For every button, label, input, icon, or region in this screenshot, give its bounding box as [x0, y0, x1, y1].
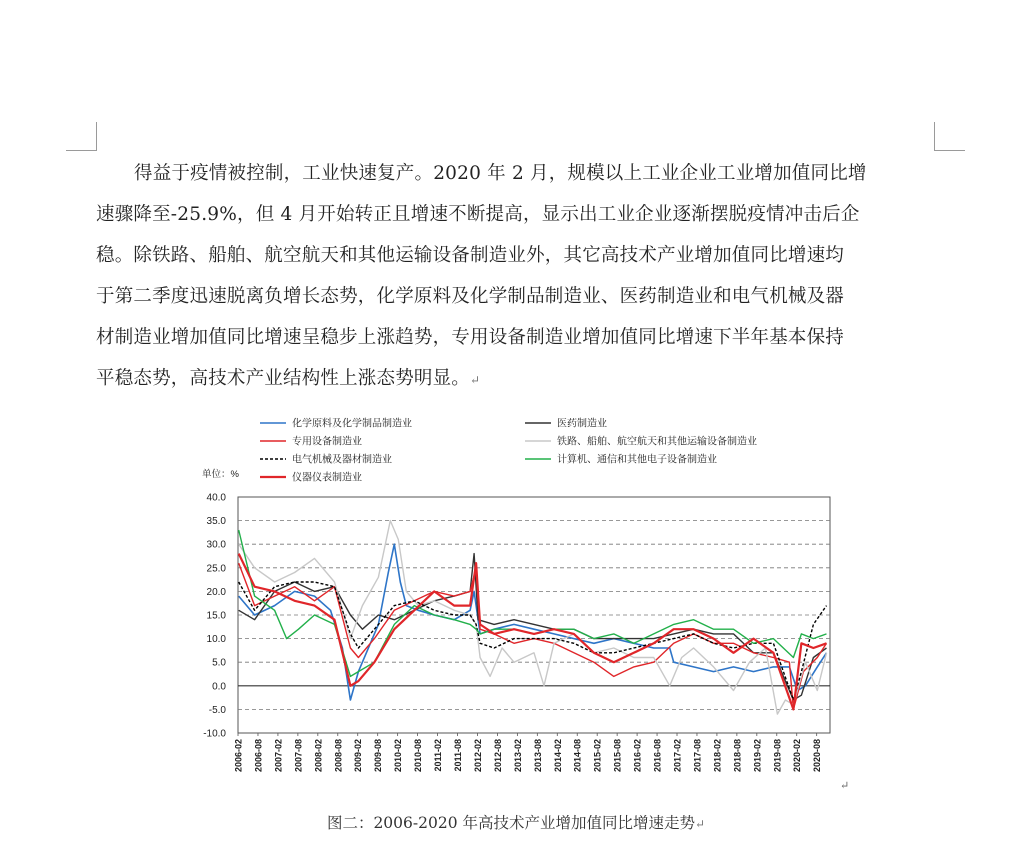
x-tick-label: 2016-08: [652, 739, 663, 773]
x-tick-label: 2008-02: [313, 739, 324, 773]
y-tick-label: 5.0: [212, 657, 226, 669]
y-tick-label: -5.0: [208, 704, 226, 716]
x-tick-label: 2015-02: [592, 739, 603, 773]
paragraph-last-text: 平稳态势，高技术产业结构性上涨态势明显。: [96, 368, 471, 389]
growth-line-chart: [190, 405, 840, 800]
page-corner-mark-right: [934, 122, 965, 151]
y-tick-label: -10.0: [203, 728, 226, 740]
x-tick-label: 2011-08: [453, 739, 464, 772]
chart-end-mark: ↵: [840, 779, 850, 792]
legend-label: 电气机械及器材制造业: [292, 454, 392, 466]
legend-label: 仪器仪表制造业: [292, 472, 362, 484]
x-tick-label: 2009-02: [353, 739, 364, 773]
x-tick-label: 2014-08: [572, 739, 583, 773]
x-tick-label: 2018-02: [712, 739, 723, 773]
paragraph-line: 材制造业增加值同比增速呈稳步上涨趋势，专用设备制造业增加值同比增速下半年基本保持: [96, 327, 845, 348]
figure-caption-text: 图二：2006-2020 年高技术产业增加值同比增速走势: [326, 814, 695, 832]
x-tick-label: 2006-02: [233, 739, 244, 773]
x-tick-label: 2007-08: [293, 739, 304, 773]
paragraph-end-mark: ↵: [470, 373, 481, 387]
y-tick-label: 30.0: [206, 539, 226, 551]
y-tick-label: 35.0: [206, 516, 226, 528]
x-tick-label: 2011-02: [433, 739, 444, 772]
paragraph-line: 得益于疫情被控制，工业快速复产。2020 年 2 月，规模以上工业企业工业增加值同比增: [134, 163, 867, 184]
y-tick-label: 25.0: [206, 563, 226, 575]
legend-label: 医药制造业: [557, 418, 607, 430]
paragraph-line: [96, 358, 941, 401]
paragraph-line: 于第二季度迅速脱离负增长态势，化学原料及化学制品制造业、医药制造业和电气机械及器: [96, 286, 845, 307]
x-tick-label: 2019-02: [752, 739, 763, 773]
figure-caption: [0, 811, 1032, 833]
legend-label: 铁路、船舶、航空航天和其他运输设备制造业: [557, 436, 757, 448]
x-tick-label: 2014-02: [552, 739, 563, 773]
caption-end-mark: ↵: [695, 817, 706, 831]
y-tick-label: 0.0: [212, 681, 226, 693]
x-tick-label: 2008-08: [333, 739, 344, 773]
legend-label: 化学原料及化学制品制造业: [292, 418, 412, 430]
unit-label: 单位：%: [202, 469, 239, 480]
y-tick-label: 15.0: [206, 610, 226, 622]
x-tick-label: 2012-08: [492, 739, 503, 773]
x-tick-label: 2013-08: [532, 739, 543, 773]
legend-label: 计算机、通信和其他电子设备制造业: [557, 454, 717, 466]
y-tick-label: 10.0: [206, 634, 226, 646]
x-tick-label: 2018-08: [732, 739, 743, 773]
x-tick-label: 2010-08: [413, 739, 424, 773]
paragraph-line: 稳。除铁路、船舶、航空航天和其他运输设备制造业外，其它高技术产业增加值同比增速均: [96, 245, 845, 266]
y-tick-label: 20.0: [206, 586, 226, 598]
x-tick-label: 2013-02: [512, 739, 523, 773]
x-tick-label: 2020-08: [812, 739, 823, 773]
page-corner-mark-left: [66, 122, 97, 151]
x-tick-label: 2010-02: [393, 739, 404, 773]
y-tick-label: 40.0: [206, 492, 226, 504]
x-tick-label: 2007-02: [273, 739, 284, 773]
x-tick-label: 2012-02: [472, 739, 483, 773]
x-tick-label: 2019-08: [772, 739, 783, 773]
x-tick-label: 2015-08: [612, 739, 623, 773]
x-tick-label: 2009-08: [373, 739, 384, 773]
body-paragraph: [96, 153, 941, 401]
paragraph-line: 速骤降至-25.9%，但 4 月开始转正且增速不断提高，显示出工业企业逐渐摆脱疫情冲击后企: [96, 204, 860, 225]
legend-label: 专用设备制造业: [292, 436, 362, 448]
x-tick-label: 2006-08: [253, 739, 264, 773]
x-tick-label: 2020-02: [792, 739, 803, 773]
x-tick-label: 2016-02: [632, 739, 643, 773]
x-tick-label: 2017-08: [692, 739, 703, 773]
x-tick-label: 2017-02: [672, 739, 683, 773]
